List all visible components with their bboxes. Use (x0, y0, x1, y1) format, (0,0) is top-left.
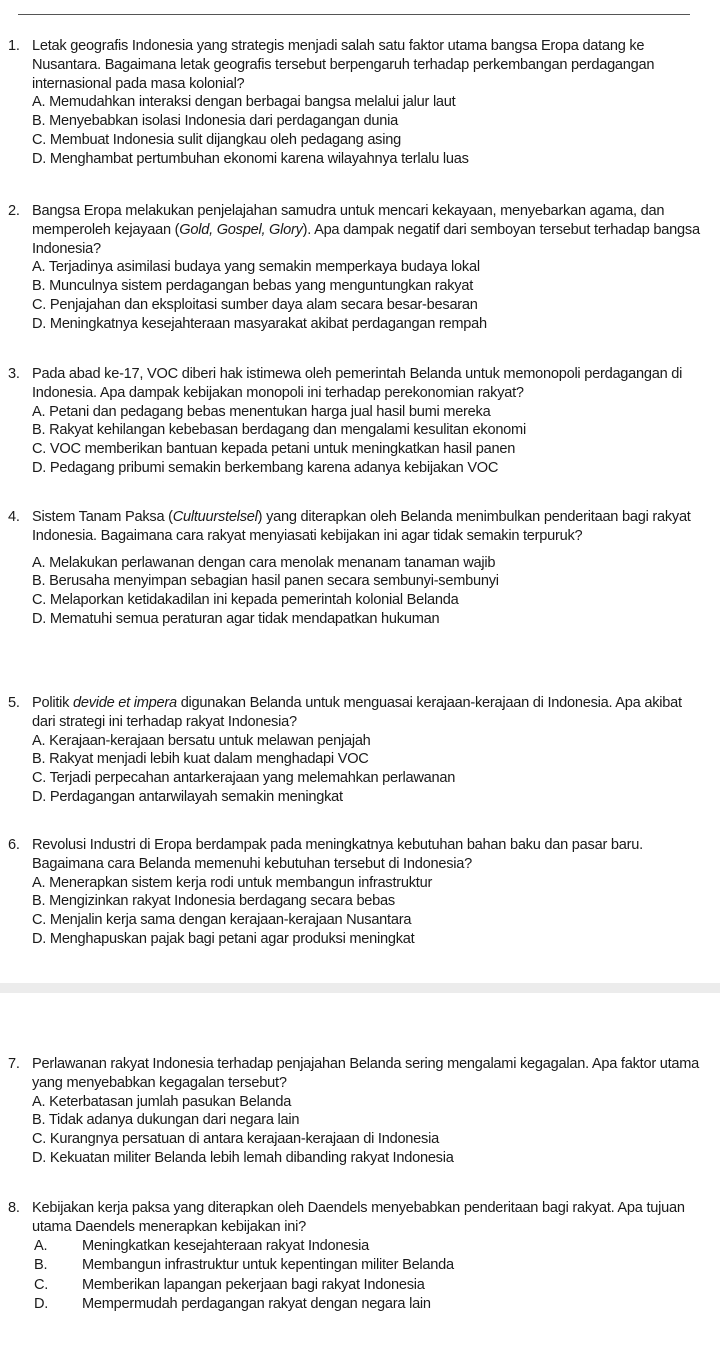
option-letter: D. (32, 315, 47, 332)
option-d[interactable] (32, 150, 720, 169)
top-rule (18, 14, 690, 15)
question-stem: Pada abad ke-17, VOC diberi hak istimewa oleh pemerintah Belanda untuk memonopoli perdagangan di Indonesia. Apa dampak kebijakan monopoli ini terhadap perekonomian rakyat? (32, 366, 683, 401)
option-text: Melakukan perlawanan dengan cara menolak menanam tanaman wajib (49, 554, 496, 571)
option-text: VOC memberikan bantuan kepada petani untuk meningkatkan hasil panen (49, 441, 516, 458)
option-text: Mempermudah perdagangan rakyat dengan negara lain (82, 1296, 431, 1313)
option-text: Munculnya sistem perdagangan bebas yang menguntungkan rakyat (49, 278, 474, 295)
question-stem: Politik devide et impera digunakan Belanda untuk menguasai kerajaan-kerajaan di Indonesia. Apa akibat dari strategi ini terhadap rakyat Indonesia? (32, 695, 682, 730)
option-letter: C. (32, 770, 47, 787)
option-c[interactable] (34, 1276, 720, 1296)
italic-term: devide et impera (72, 695, 177, 711)
option-c[interactable] (32, 296, 720, 315)
option-b[interactable] (32, 750, 720, 769)
option-text: Tidak adanya dukungan dari negara lain (48, 1112, 300, 1129)
option-text: Membangun infrastruktur untuk kepentingan militer Belanda (82, 1257, 454, 1274)
option-d[interactable] (34, 1295, 720, 1315)
question-1 (0, 37, 720, 169)
option-b[interactable] (32, 572, 720, 591)
option-letter: C. (34, 1276, 49, 1293)
option-text: Memberikan lapangan pekerjaan bagi rakyat Indonesia (82, 1276, 425, 1293)
option-letter: D. (32, 150, 47, 167)
option-b[interactable] (32, 277, 720, 296)
option-a[interactable] (32, 554, 720, 573)
question-stem: Letak geografis Indonesia yang strategis menjadi salah satu faktor utama bangsa Eropa datang ke Nusantara. Bagaimana letak geografis tersebut berpengaruh terhadap perkembangan perdagangan internasional pada masa kolonial? (32, 38, 655, 92)
option-text: Membuat Indonesia sulit dijangkau oleh pedagang asing (49, 131, 401, 148)
option-letter: D. (32, 1149, 47, 1166)
option-c[interactable] (32, 769, 720, 788)
option-c[interactable] (32, 591, 720, 610)
option-text: Menerapkan sistem kerja rodi untuk membangun infrastruktur (49, 874, 433, 891)
option-letter: C. (32, 1131, 47, 1148)
question-3 (0, 365, 720, 478)
question-stem: Perlawanan rakyat Indonesia terhadap penjajahan Belanda sering mengalami kegagalan. Apa faktor utama yang menyebabkan kegagalan tersebut? (32, 1056, 700, 1091)
question-number: 3. (8, 366, 20, 382)
option-letter: B. (32, 113, 46, 130)
option-letter: C. (32, 131, 47, 148)
question-number: 5. (8, 695, 20, 711)
option-letter: A. (32, 403, 46, 420)
option-letter: B. (32, 751, 46, 768)
option-text: Mematuhi semua peraturan agar tidak mendapatkan hukuman (49, 610, 440, 627)
option-text: Mengizinkan rakyat Indonesia berdagang secara bebas (49, 893, 395, 910)
option-d[interactable] (32, 1149, 720, 1168)
option-text: Pedagang pribumi semakin berkembang karena adanya kebijakan VOC (49, 459, 499, 476)
option-text: Rakyat kehilangan kebebasan berdagang dan mengalami kesulitan ekonomi (49, 422, 526, 439)
option-letter: C. (32, 912, 47, 929)
option-a[interactable] (32, 1093, 720, 1112)
option-letter: A. (32, 554, 46, 571)
option-text: Perdagangan antarwilayah semakin meningkat (49, 788, 343, 805)
option-text: Kerajaan-kerajaan bersatu untuk melawan penjajah (49, 732, 371, 749)
question-number: 8. (8, 1200, 20, 1216)
option-letter: C. (32, 296, 47, 313)
option-b[interactable] (32, 1111, 720, 1130)
option-text: Menyebabkan isolasi Indonesia dari perdagangan dunia (49, 113, 398, 130)
question-stem: Revolusi Industri di Eropa berdampak pada meningkatnya kebutuhan bahan baku dan pasar baru. Bagaimana cara Belanda memenuhi kebutuhan tersebut di Indonesia? (32, 837, 643, 872)
question-4 (0, 508, 720, 629)
option-letter: B. (32, 893, 46, 910)
question-6 (0, 836, 720, 949)
option-a[interactable] (32, 874, 720, 893)
option-text: Kekuatan militer Belanda lebih lemah dibanding rakyat Indonesia (49, 1149, 454, 1166)
option-text: Petani dan pedagang bebas menentukan harga jual hasil bumi mereka (49, 403, 491, 420)
option-text: Memudahkan interaksi dengan berbagai bangsa melalui jalur laut (49, 94, 456, 111)
option-a[interactable] (32, 93, 720, 112)
option-text: Meningkatnya kesejahteraan masyarakat akibat perdagangan rempah (49, 315, 487, 332)
option-letter: B. (32, 1112, 46, 1129)
option-text: Penjajahan dan eksploitasi sumber daya alam secara besar-besaran (49, 296, 478, 313)
option-text: Menjalin kerja sama dengan kerajaan-kerajaan Nusantara (49, 912, 412, 929)
option-letter: A. (32, 874, 46, 891)
option-b[interactable] (32, 421, 720, 440)
italic-term: Cultuurstelsel (172, 509, 258, 525)
option-letter: B. (32, 573, 46, 590)
option-d[interactable] (32, 315, 720, 334)
question-number: 7. (8, 1056, 20, 1072)
option-letter: C. (32, 441, 47, 458)
option-c[interactable] (32, 911, 720, 930)
question-stem: Bangsa Eropa melakukan penjelajahan samudra untuk mencari kekayaan, menyebarkan agama, dan memperoleh kejayaan (Gold, Gospel, Glory). Apa dampak negatif dari semboyan tersebut terhadap bangsa Indonesia? (32, 203, 700, 257)
option-letter: A. (32, 259, 46, 276)
option-a[interactable] (34, 1237, 720, 1257)
option-text: Menghapuskan pajak bagi petani agar produksi meningkat (49, 930, 415, 947)
option-text: Menghambat pertumbuhan ekonomi karena wilayahnya terlalu luas (49, 150, 469, 167)
option-letter: A. (34, 1237, 48, 1254)
option-letter: A. (32, 1093, 46, 1110)
option-text: Berusaha menyimpan sebagian hasil panen secara sembunyi-sembunyi (49, 573, 499, 590)
italic-term: Gold, Gospel, Glory (179, 221, 303, 238)
option-a[interactable] (32, 732, 720, 751)
option-a[interactable] (32, 258, 720, 277)
option-text: Rakyat menjadi lebih kuat dalam menghadapi VOC (49, 751, 369, 768)
page-break-band (0, 983, 720, 993)
question-2 (0, 202, 720, 334)
option-d[interactable] (32, 930, 720, 949)
option-letter: B. (32, 278, 46, 295)
option-letter: D. (32, 610, 47, 627)
option-letter: A. (32, 94, 46, 111)
question-number: 4. (8, 509, 20, 525)
option-letter: B. (32, 422, 46, 439)
question-5 (0, 694, 720, 807)
question-number: 2. (8, 203, 20, 219)
option-d[interactable] (32, 459, 720, 478)
option-c[interactable] (32, 131, 720, 150)
option-text: Kurangnya persatuan di antara kerajaan-kerajaan di Indonesia (49, 1131, 439, 1148)
option-c[interactable] (32, 440, 720, 459)
question-stem: Sistem Tanam Paksa (Cultuurstelsel) yang diterapkan oleh Belanda menimbulkan penderitaan bagi rakyat Indonesia. Bagaimana cara rakyat menyiasati kebijakan ini agar tidak semakin terpuruk? (32, 509, 691, 544)
question-stem: Kebijakan kerja paksa yang diterapkan oleh Daendels menyebabkan penderitaan bagi rakyat. Apa tujuan utama Daendels menerapkan kebijakan ini? (32, 1200, 685, 1235)
option-c[interactable] (32, 1130, 720, 1149)
option-letter: D. (32, 788, 47, 805)
option-text: Terjadi perpecahan antarkerajaan yang melemahkan perlawanan (49, 770, 456, 787)
option-text: Terjadinya asimilasi budaya yang semakin memperkaya budaya lokal (48, 259, 480, 276)
option-d[interactable] (32, 610, 720, 629)
question-8 (0, 1199, 720, 1315)
option-b[interactable] (32, 112, 720, 131)
option-d[interactable] (32, 788, 720, 807)
option-letter: D. (34, 1296, 49, 1313)
option-b[interactable] (34, 1256, 720, 1276)
option-text: Meningkatkan kesejahteraan rakyat Indonesia (82, 1237, 369, 1254)
option-letter: A. (32, 732, 46, 749)
option-letter: D. (32, 930, 47, 947)
question-7 (0, 1055, 720, 1168)
question-number: 1. (8, 38, 20, 54)
option-letter: B. (34, 1257, 48, 1274)
option-text: Melaporkan ketidakadilan ini kepada pemerintah kolonial Belanda (49, 592, 459, 609)
question-number: 6. (8, 837, 20, 853)
option-letter: D. (32, 459, 47, 476)
option-letter: C. (32, 592, 47, 609)
option-text: Keterbatasan jumlah pasukan Belanda (49, 1093, 292, 1110)
option-a[interactable] (32, 403, 720, 422)
option-b[interactable] (32, 892, 720, 911)
